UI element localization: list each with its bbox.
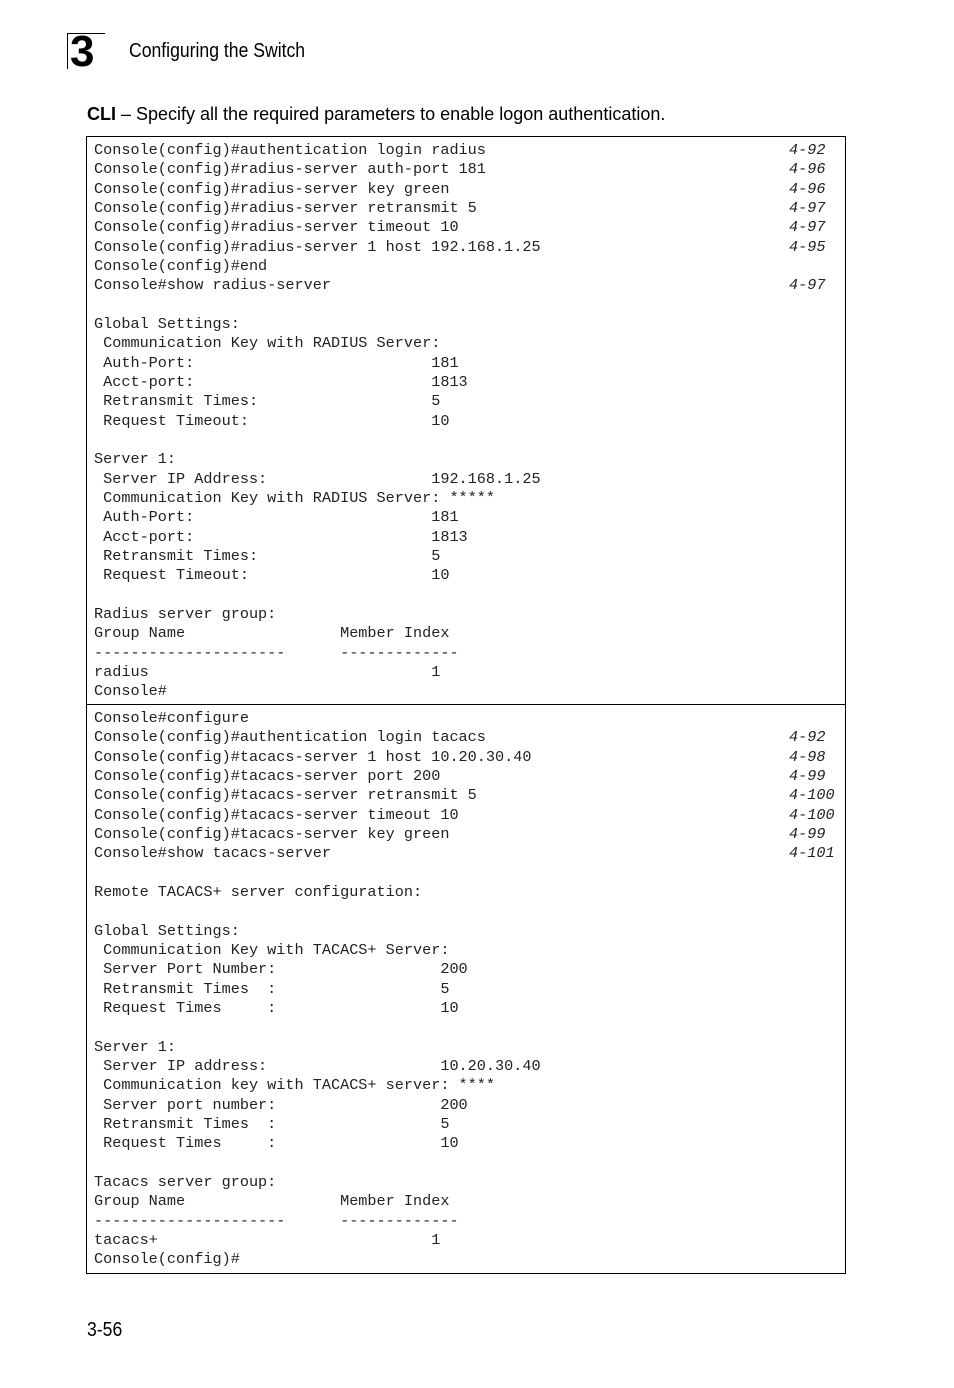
code-line bbox=[94, 624, 845, 643]
code-line bbox=[94, 199, 845, 218]
code-line bbox=[94, 1192, 845, 1211]
code-text: tacacs+ 1 bbox=[94, 1230, 441, 1249]
code-line bbox=[94, 883, 845, 902]
code-line bbox=[94, 941, 845, 960]
code-line bbox=[94, 141, 845, 160]
code-line bbox=[94, 806, 845, 825]
page-reference: 4-98 bbox=[789, 747, 826, 766]
code-text: Auth-Port: 181 bbox=[94, 508, 459, 527]
code-text: Console(config)#radius-server 1 host 192.168.1.25 bbox=[94, 237, 541, 256]
code-text: Radius server group: bbox=[94, 604, 277, 623]
intro-label: CLI bbox=[87, 104, 116, 124]
code-line bbox=[94, 1134, 845, 1153]
chapter-number: 3 bbox=[70, 27, 94, 76]
code-text: Console#configure bbox=[94, 709, 249, 727]
code-text: Request Times : 10 bbox=[94, 1134, 459, 1153]
code-text: Auth-Port: 181 bbox=[94, 353, 459, 372]
code-line bbox=[94, 767, 845, 786]
code-line bbox=[94, 1154, 845, 1173]
code-line bbox=[94, 257, 845, 276]
code-line bbox=[94, 1115, 845, 1134]
code-line bbox=[94, 922, 845, 941]
code-text: Console(config)#authentication login radius bbox=[94, 141, 486, 159]
code-line bbox=[94, 999, 845, 1018]
code-text: Server IP Address: 192.168.1.25 bbox=[94, 469, 541, 488]
code-line bbox=[94, 960, 845, 979]
page-reference: 4-92 bbox=[789, 728, 826, 747]
code-text: Communication Key with TACACS+ Server: bbox=[94, 940, 450, 959]
code-line bbox=[94, 489, 845, 508]
code-text: Console#show tacacs-server bbox=[94, 844, 331, 863]
code-line bbox=[94, 160, 845, 179]
code-text: Console(config)#tacacs-server key green bbox=[94, 824, 450, 843]
page-reference: 4-99 bbox=[789, 766, 826, 785]
code-text: Remote TACACS+ server configuration: bbox=[94, 882, 423, 901]
code-line bbox=[94, 605, 845, 624]
code-line bbox=[94, 1173, 845, 1192]
chapter-title: Configuring the Switch bbox=[129, 40, 306, 62]
code-line bbox=[94, 508, 845, 527]
code-text: Request Times : 10 bbox=[94, 998, 459, 1017]
code-line bbox=[94, 748, 845, 767]
code-text: Group Name Member Index bbox=[94, 624, 450, 643]
intro-paragraph bbox=[87, 102, 665, 126]
code-text: Acct-port: 1813 bbox=[94, 527, 468, 546]
page-reference: 4-96 bbox=[789, 160, 826, 179]
page-reference: 4-100 bbox=[789, 786, 835, 805]
code-text: Global Settings: bbox=[94, 314, 240, 333]
page-reference: 4-96 bbox=[789, 179, 826, 198]
code-line bbox=[94, 547, 845, 566]
code-line bbox=[94, 431, 845, 450]
code-line bbox=[94, 663, 845, 682]
code-text: Server IP address: 10.20.30.40 bbox=[94, 1056, 541, 1075]
code-line bbox=[94, 528, 845, 547]
page-reference: 4-95 bbox=[789, 237, 826, 256]
code-line bbox=[94, 586, 845, 605]
code-line bbox=[94, 470, 845, 489]
intro-text: – Specify all the required parameters to enable logon authentication. bbox=[116, 104, 666, 124]
code-text: radius 1 bbox=[94, 662, 441, 681]
code-line bbox=[94, 1250, 845, 1269]
code-text: Server port number: 200 bbox=[94, 1095, 468, 1114]
code-text: Console# bbox=[94, 682, 167, 701]
code-line bbox=[94, 825, 845, 844]
radius-code-block bbox=[86, 136, 846, 705]
code-line bbox=[94, 1038, 845, 1057]
page-reference: 4-92 bbox=[789, 141, 826, 159]
code-text: Server 1: bbox=[94, 450, 177, 469]
code-text: Console(config)#tacacs-server 1 host 10.20.30.40 bbox=[94, 747, 532, 766]
code-text: Request Timeout: 10 bbox=[94, 566, 450, 585]
code-line bbox=[94, 644, 845, 663]
page-reference: 4-101 bbox=[789, 844, 835, 863]
code-line bbox=[94, 218, 845, 237]
code-text: Retransmit Times: 5 bbox=[94, 546, 441, 565]
code-text: Console(config)# bbox=[94, 1250, 240, 1269]
code-line bbox=[94, 392, 845, 411]
code-line bbox=[94, 709, 845, 728]
code-line bbox=[94, 450, 845, 469]
code-line bbox=[94, 980, 845, 999]
page-reference: 4-99 bbox=[789, 824, 826, 843]
code-line bbox=[94, 682, 845, 701]
code-line bbox=[94, 1018, 845, 1037]
code-text: Group Name Member Index bbox=[94, 1192, 450, 1211]
code-text: Server Port Number: 200 bbox=[94, 960, 468, 979]
code-text: Console#show radius-server bbox=[94, 276, 331, 295]
code-line bbox=[94, 296, 845, 315]
code-line bbox=[94, 728, 845, 747]
code-line bbox=[94, 1096, 845, 1115]
page-number: 3-56 bbox=[87, 1319, 123, 1341]
code-line bbox=[94, 412, 845, 431]
code-text: --------------------- ------------- bbox=[94, 643, 459, 662]
tacacs-code-block bbox=[86, 704, 846, 1274]
code-text: Retransmit Times : 5 bbox=[94, 1114, 450, 1133]
code-text: Console(config)#radius-server timeout 10 bbox=[94, 218, 459, 237]
code-line bbox=[94, 844, 845, 863]
code-text: Console(config)#radius-server retransmit 5 bbox=[94, 198, 477, 217]
page-reference: 4-97 bbox=[789, 218, 826, 237]
code-text: Console(config)#authentication login tacacs bbox=[94, 728, 486, 747]
code-text: Retransmit Times: 5 bbox=[94, 392, 441, 411]
code-line bbox=[94, 315, 845, 334]
code-text: Communication Key with RADIUS Server: ***** bbox=[94, 488, 496, 507]
code-line bbox=[94, 180, 845, 199]
code-line bbox=[94, 354, 845, 373]
code-line bbox=[94, 1076, 845, 1095]
code-line bbox=[94, 1212, 845, 1231]
code-text: Global Settings: bbox=[94, 921, 240, 940]
page-reference: 4-97 bbox=[789, 198, 826, 217]
code-line bbox=[94, 566, 845, 585]
code-text: Communication Key with RADIUS Server: bbox=[94, 334, 441, 353]
code-text: Console(config)#tacacs-server port 200 bbox=[94, 766, 441, 785]
code-text: Console(config)#tacacs-server timeout 10 bbox=[94, 805, 459, 824]
code-line bbox=[94, 864, 845, 883]
code-line bbox=[94, 334, 845, 353]
code-text: Retransmit Times : 5 bbox=[94, 979, 450, 998]
code-text: Server 1: bbox=[94, 1037, 177, 1056]
code-text: Tacacs server group: bbox=[94, 1172, 277, 1191]
code-text: Console(config)#radius-server auth-port 181 bbox=[94, 160, 486, 179]
code-line bbox=[94, 373, 845, 392]
code-line bbox=[94, 276, 845, 295]
page-reference: 4-97 bbox=[789, 276, 826, 295]
page-reference: 4-100 bbox=[789, 805, 835, 824]
code-line bbox=[94, 1231, 845, 1250]
code-text: --------------------- ------------- bbox=[94, 1211, 459, 1230]
code-line bbox=[94, 1057, 845, 1076]
code-text: Console(config)#end bbox=[94, 256, 268, 275]
code-line bbox=[94, 902, 845, 921]
code-text: Acct-port: 1813 bbox=[94, 372, 468, 391]
code-text: Communication key with TACACS+ server: **** bbox=[94, 1076, 496, 1095]
code-text: Console(config)#tacacs-server retransmit 5 bbox=[94, 786, 477, 805]
code-text: Request Timeout: 10 bbox=[94, 411, 450, 430]
code-text: Console(config)#radius-server key green bbox=[94, 179, 450, 198]
code-line bbox=[94, 238, 845, 257]
code-line bbox=[94, 786, 845, 805]
